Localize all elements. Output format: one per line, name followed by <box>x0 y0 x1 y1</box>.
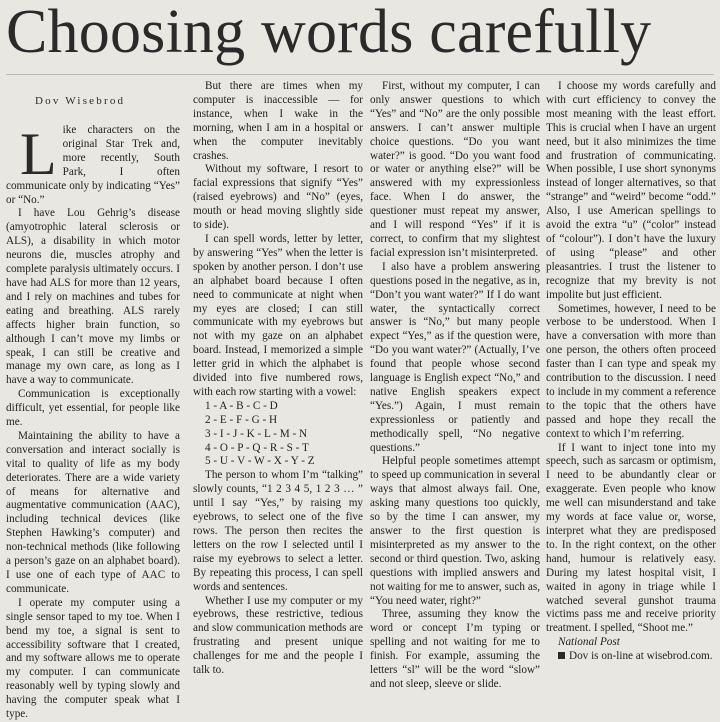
paragraph: Three, assuming they know the word or concept I’m typing or spelling and not waiting for me to finish. For example, assuming the letters “sl” will be the word “slow” and not sleep, sleeve or slide. <box>370 608 540 690</box>
paragraph: I also have a problem answering questions posed in the negative, as in, “Don’t you want water?” If I do want water, the syntactically correct answer is “No,” but many people expect “Yes,” as if the question were, “Do you want water?” (Actually, I’ve found that people whose second language is English expect “No,” and native English speakers expect “Yes.”) Again, I must remain expressionless or patiently and methodically spell, “No negative questions.” <box>370 260 540 454</box>
paragraph: I can spell words, letter by letter, by answering “Yes” when the letter is spoken by another person. I don’t use an alphabet board because I often need to communicate at night when my eyes are closed; I can still communicate with my eyebrows but not with my gaze on an alphabet board. Instead, I memorized a simple letter grid in which the alphabet is divided into five numbered rows, with each row starting with a vowel: <box>193 232 363 398</box>
letter-grid-row: 5 - U - V - W - X - Y - Z <box>205 455 315 468</box>
author-online-note <box>546 650 716 664</box>
paragraph: Maintaining the ability to have a conversation and interact socially is vital to quality of life as my body deteriorates. There are a wide variety of means for alternative and augmentative communication (AAC), including technical devices (like Stephen Hawking’s computer) and non-technical methods (like following a person’s gaze on an alphabet board). I use one of each type of AAC to communicate. <box>6 429 180 595</box>
paragraph: Helpful people sometimes attempt to speed up communication in several ways that almost always fail. One, asking many questions too quickly, so by the time I can answer, my answer to the first question is misinterpreted as my answer to the second or third question. Two, asking questions with implied answers and not waiting for me to answer, such as, “You need water, right?” <box>370 455 540 607</box>
paragraph: ike characters on the original Star Trek and, more recently, South Park, I often communicate only by indicating “Yes” or “No.” <box>6 124 180 206</box>
letter-grid-row: 2 - E - F - G - H <box>205 413 278 426</box>
paragraph: If I want to inject tone into my speech, such as sarcasm or optimism, I need to be abundantly clear or exaggerate. Even people who know me well can misunderstand and take my words at face value or, worse, interpret what they are predisposed to. In the right context, on the other hand, humour is relatively easy. During my latest hospital visit, I waited in agony in triage while I watched several gunshot trauma victims pass me and receive priority treatment. I spelled, “Shoot me.” <box>546 441 716 635</box>
source-credit: National Post <box>558 636 620 649</box>
paragraph: Whether I use my computer or my eyebrows, these restrictive, tedious and slow communication methods are frustrating and present unique challenges for me and the people I talk to. <box>193 594 363 677</box>
paragraph: Without my software, I resort to facial expressions that signify “Yes” (raised eyebrows) and “No” (eyes, mouth or head moving slightly side to side). <box>193 163 363 232</box>
headline: Choosing words carefully <box>6 0 652 66</box>
paragraph: But there are times when my computer is inaccessible — for instance, when I wake in the morning, when I am in a hospital or when the computer inevitably crashes. <box>193 80 363 162</box>
column-3 <box>370 80 540 690</box>
author-online-text: Dov is on-line at wisebrod.com. <box>569 650 713 663</box>
bullet-square-icon <box>558 652 565 659</box>
letter-grid-row: 4 - O - P - Q - R - S - T <box>205 441 309 454</box>
byline: Dov Wisebrod <box>35 95 126 107</box>
column-4 <box>546 80 716 663</box>
drop-cap: L <box>20 121 57 187</box>
paragraph: I operate my computer using a single sensor taped to my toe. When I bend my toe, a signal is sent to accessibility software that I created, and my software allows me to operate my computer. I can communicate reasonably well by typing slowly and having the computer speak what I type. <box>6 596 180 721</box>
paragraph: The person to whom I’m “talking” slowly counts, “1 2 3 4 5, 1 2 3 … ” until I say “Yes,” by raising my eyebrows, to select one of the five rows. The person then recites the letters on the row I selected until I raise my eyebrows to select a letter. By repeating this process, I can spell words and sentences. <box>193 469 363 593</box>
paragraph: Communication is exceptionally difficult, yet essential, for people like me. <box>6 388 180 429</box>
column-2 <box>193 80 363 677</box>
column-1 <box>6 80 180 721</box>
paragraph: Sometimes, however, I need to be verbose to be understood. When I have a conversation with more than one person, the others often proceed faster than I can type and speak my contribution to the discussion. I need to include in my comment a reference to the topic that the others have passed and hope they recall the context to which I’m referring. <box>546 302 716 440</box>
letter-grid-row: 3 - I - J - K - L - M - N <box>205 427 308 440</box>
paragraph: First, without my computer, I can only answer questions to which “Yes” and “No” are the only possible answers. I can’t answer multiple choice questions. “Do you want water?” is good. “Do you want food or water or anything else?” will be answered with my expressionless face. When I do answer, the questioner must repeat my answer, and I will respond “Yes” if it is correct, to confirm that my slightest facial expression isn’t misinterpreted. <box>370 80 540 259</box>
paragraph: I have Lou Gehrig’s disease (amyotrophic lateral sclerosis or ALS), a disability in which motor neurons die, muscles atrophy and complete paralysis ultimately occurs. I have had ALS for more than 12 years, and I rely on machines and tubes for eating and breathing. ALS rarely affects higher brain function, so although I can’t move my limbs or speak, I can still be creative and manage my own care, as long as I have a way to communicate. <box>6 207 180 387</box>
letter-grid <box>193 400 363 470</box>
letter-grid-row: 1 - A - B - C - D <box>205 399 278 412</box>
paragraph: I choose my words carefully and with curt efficiency to convey the most meaning with the least effort. This is crucial when I have an urgent need, but it also minimizes the time and frustration of communicating. When possible, I use short synonyms instead of longer alternatives, so that “strange” and “weird” become “odd.” Also, I use American spellings to avoid the extra “u” (“color” instead of “colour”). I don’t have the luxury of using “please” and other pleasantries. I trust the listener to recognize that my brevity is not impolite but just efficient. <box>546 80 716 301</box>
headline-rule <box>6 74 714 75</box>
